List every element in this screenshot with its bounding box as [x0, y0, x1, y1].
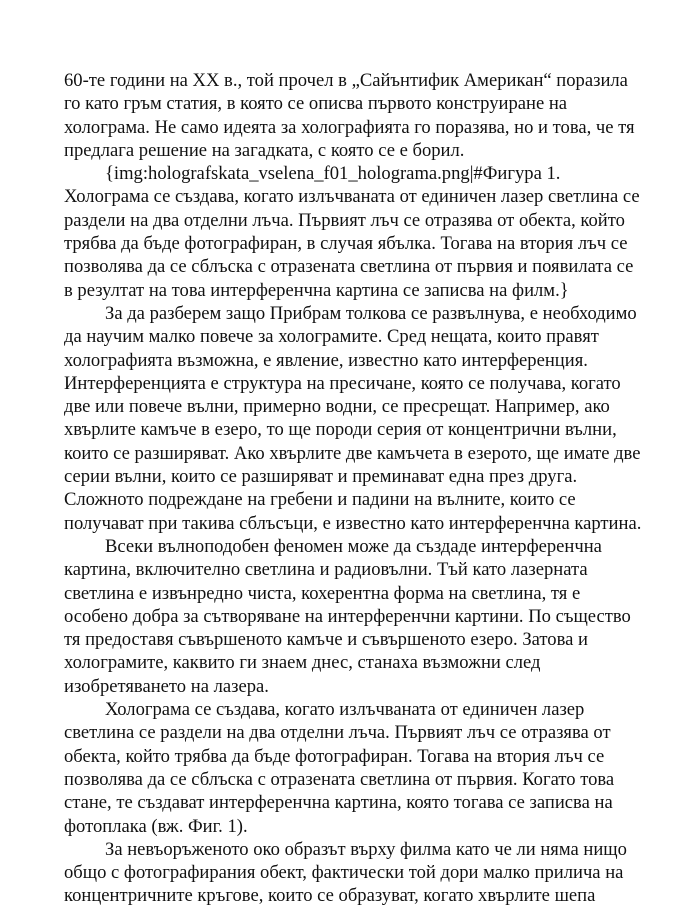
text-line: трябва да бъде фотографиран, в случая ябълка. Тогава на втория лъч се	[64, 233, 628, 255]
paragraph-5	[64, 698, 676, 838]
paragraph-2	[64, 162, 676, 302]
text-line: предлага решение на загадката, с която се е борил.	[64, 139, 465, 161]
text-line: За да разберем защо Прибрам толкова се развълнува, е необходимо	[105, 302, 637, 324]
text-line: тя предоставя съвършеното камъче и съвършеното езеро. Затова и	[64, 629, 588, 651]
text-line: За невъоръженото око образът върху филма като че ли няма нищо	[105, 838, 627, 860]
text-line: обекта, който трябва да бъде фотографиран. Тогава на втория лъч се	[64, 745, 605, 767]
text-line: Интерференцията е структура на пресичане, която се получава, когато	[64, 372, 621, 394]
text-line: позволява да се сблъска с отразената светлина от първия. Когато това	[64, 768, 615, 790]
text-line: холограма. Не само идеята за холографията го поразява, но и това, че тя	[64, 116, 635, 138]
text-line: светлина е извънредно чиста, кохерентна форма на светлина, тя е	[64, 582, 581, 604]
text-line: раздели на два отделни лъча. Първият лъч се отразява от обекта, който	[64, 209, 625, 231]
text-line: две или повече вълни, примерно водни, се пресрещат. Например, ако	[64, 396, 610, 418]
text-line: които се разширяват. Ако хвърлите две камъчета в езерото, ще имате две	[64, 442, 641, 464]
text-line: холограмите, каквито ги знаем днес, станаха възможни след	[64, 652, 541, 674]
text-line: концентричните кръгове, които се образуват, когато хвърлите шепа	[64, 885, 596, 907]
text-line: {img:holografskata_vselena_f01_holograma.png|#Фигура 1.	[105, 163, 561, 185]
text-line: хвърлите камъче в езеро, то ще породи серия от концентрични вълни,	[64, 419, 617, 441]
text-line: получават при такива сблъсъци, е известно като интерференчна картина.	[64, 512, 642, 534]
paragraph-1	[64, 69, 676, 162]
paragraph-6	[64, 838, 676, 908]
text-line: в резултат на това интерференчна картина се записва на филм.}	[64, 279, 569, 301]
text-line: 60-те години на XX в., той прочел в „Сайънтифик Американ“ поразила	[64, 70, 628, 91]
text-line: позволява да се сблъска с отразената светлина от първия и появилата се	[64, 256, 634, 278]
text-line: картина, включително светлина и радиовълни. Тъй като лазерната	[64, 559, 588, 581]
text-line: Сложното подреждане на гребени и падини на вълните, които се	[64, 489, 576, 511]
text-line: Всеки вълноподобен феномен може да създаде интерференчна	[105, 535, 602, 557]
text-line: фотоплака (вж. Фиг. 1).	[64, 815, 248, 837]
text-line: серии вълни, които се разширяват и преминават една през друга.	[64, 466, 578, 488]
paragraph-3	[64, 302, 676, 535]
text-line: особено добра за сътворяване на интерференчни картини. По същество	[64, 605, 631, 627]
paragraph-4	[64, 535, 676, 698]
text-line: светлина се раздели на два отделни лъча. Първият лъч се отразява от	[64, 722, 611, 744]
text-line: Холограма се създава, когато излъчваната от единичен лазер	[105, 699, 585, 721]
text-line: да научим малко повече за холограмите. Сред нещата, които правят	[64, 326, 599, 348]
text-line: изобретяването на лазера.	[64, 675, 269, 697]
text-line: Холограма се създава, когато излъчваната от единичен лазер светлина се	[64, 186, 640, 208]
body-text	[64, 69, 676, 908]
text-line: общо с фотографирания обект, фактически той дори малко прилича на	[64, 862, 624, 884]
text-line: стане, те създават интерференчна картина, която тогава се записва на	[64, 792, 613, 814]
text-line: холографията възможна, е явление, известно като интерференция.	[64, 349, 588, 371]
text-line: го като гръм статия, в която се описва първото конструиране на	[64, 93, 568, 115]
